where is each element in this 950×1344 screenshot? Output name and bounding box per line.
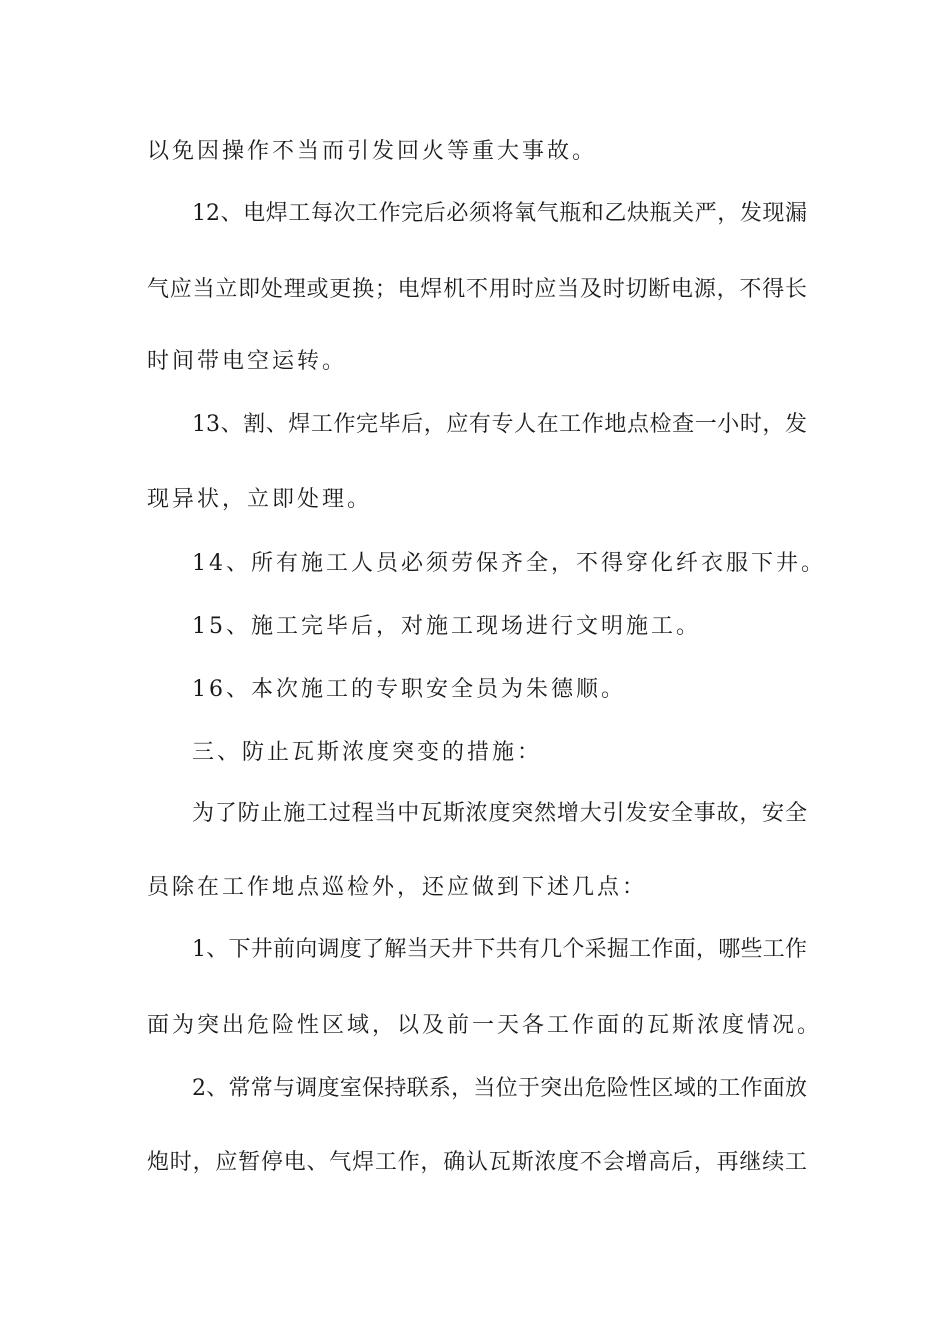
paragraph-line: 16、本次施工的专职安全员为朱德顺。 <box>192 677 626 702</box>
paragraph-line: 13、割、焊工作完毕后，应有专人在工作地点检查一小时，发 <box>192 412 807 437</box>
paragraph-line: 现异状，立即处理。 <box>147 487 373 512</box>
paragraph-line: 员除在工作地点巡检外，还应做到下述几点： <box>147 875 648 900</box>
paragraph-line: 15、施工完毕后，对施工现场进行文明施工。 <box>192 614 701 639</box>
section-heading: 三、防止瓦斯浓度突变的措施： <box>192 740 543 765</box>
paragraph-line: 12、电焊工每次工作完后必须将氧气瓶和乙炔瓶关严，发现漏 <box>192 201 807 226</box>
paragraph-line: 14、所有施工人员必须劳保齐全，不得穿化纤衣服下井。 <box>192 551 826 576</box>
paragraph-line: 时间带电空运转。 <box>147 349 348 374</box>
paragraph-line: 以免因操作不当而引发回火等重大事故。 <box>147 139 598 164</box>
paragraph-line: 炮时，应暂停电、气焊工作，确认瓦斯浓度不会增高后，再继续工 <box>147 1150 807 1175</box>
paragraph-line: 为了防止施工过程当中瓦斯浓度突然增大引发安全事故，安全 <box>192 801 807 826</box>
paragraph-line: 气应当立即处理或更换；电焊机不用时应当及时切断电源，不得长 <box>147 277 807 302</box>
paragraph-line: 1、下井前向调度了解当天井下共有几个采掘工作面，哪些工作 <box>192 937 807 962</box>
paragraph-line: 2、常常与调度室保持联系，当位于突出危险性区域的工作面放 <box>192 1076 807 1101</box>
paragraph-line: 面为突出危险性区域，以及前一天各工作面的瓦斯浓度情况。 <box>147 1013 823 1038</box>
